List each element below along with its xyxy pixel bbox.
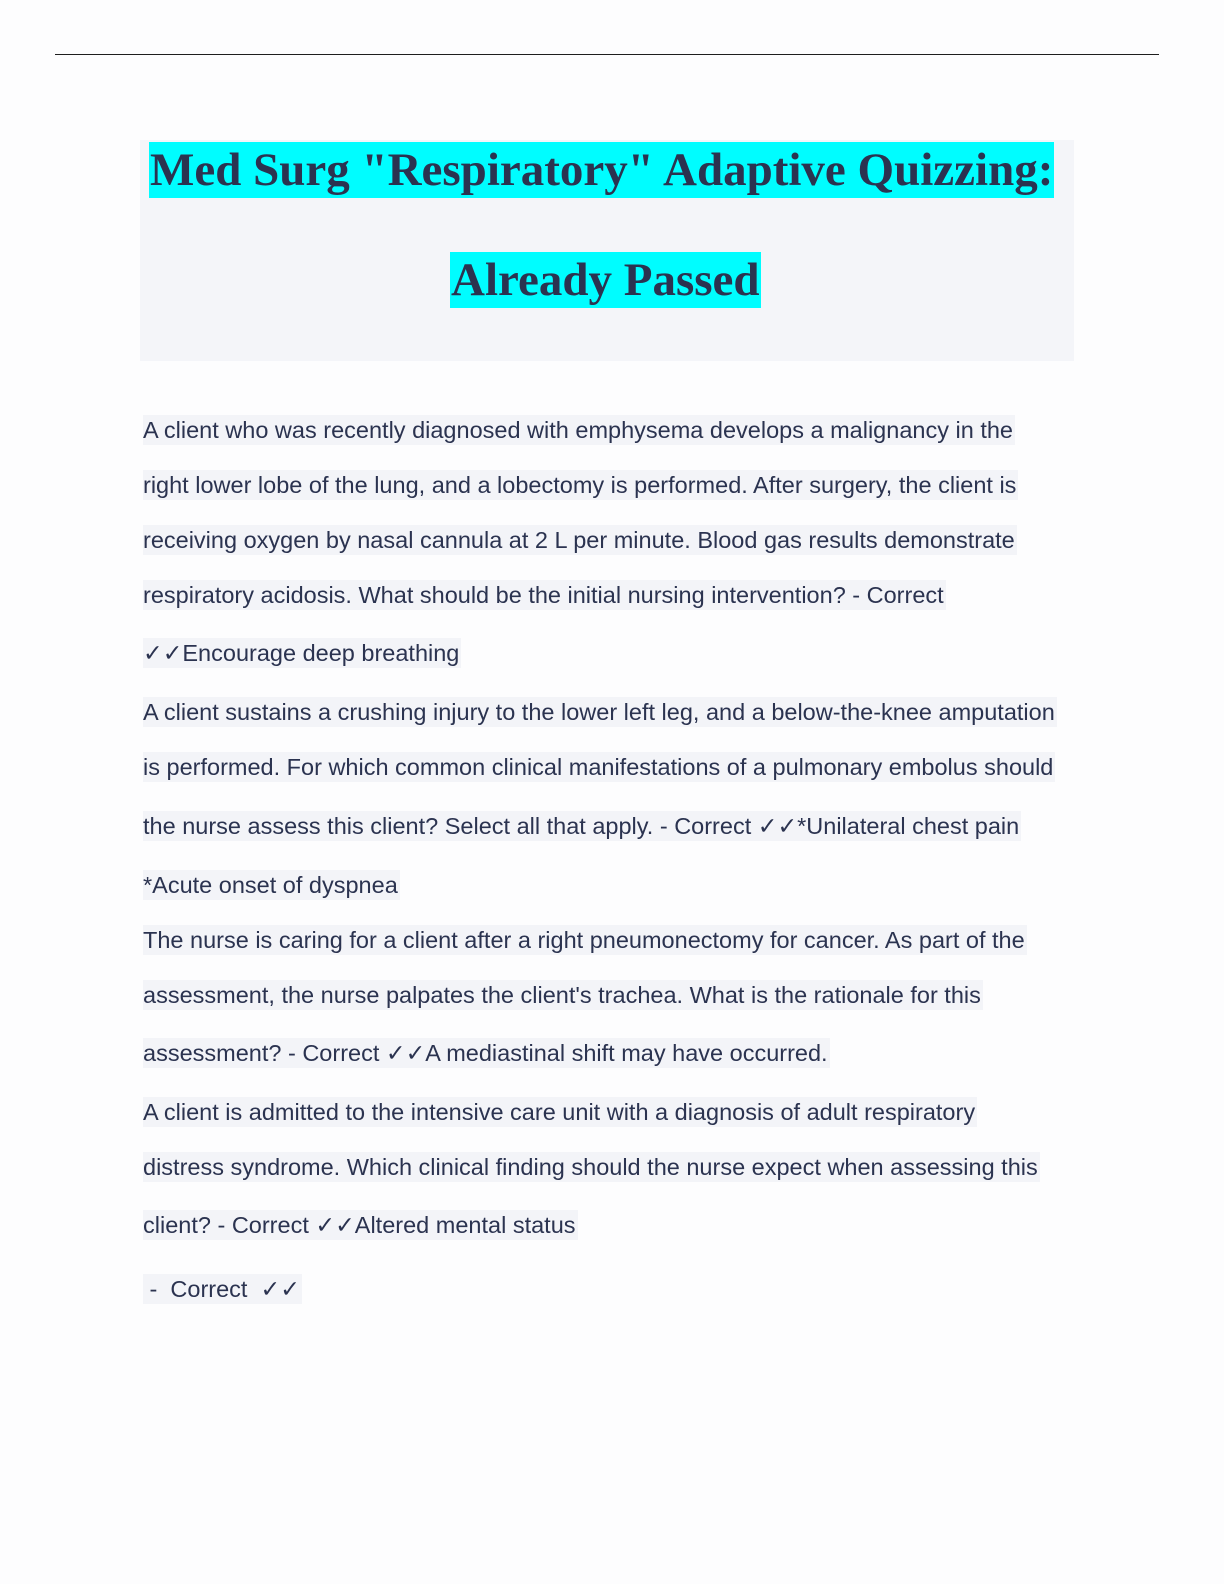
top-rule	[55, 54, 1159, 55]
question-4-line-2: distress syndrome. Which clinical finding should the nurse expect when assessing this	[143, 1154, 1038, 1180]
question-3-line-2: assessment, the nurse palpates the client's trachea. What is the rationale for this	[143, 982, 981, 1008]
question-1-answer: ✓✓Encourage deep breathing	[143, 640, 460, 666]
question-1-line-2: right lower lobe of the lung, and a lobectomy is performed. After surgery, the client is	[143, 472, 1017, 498]
question-1-line-1: A client who was recently diagnosed with emphysema develops a malignancy in the	[143, 417, 1013, 443]
page-title-line-2: Already Passed	[451, 254, 760, 306]
question-1-line-4: respiratory acidosis. What should be the initial nursing intervention? - Correct	[143, 582, 944, 608]
question-3-line-3: assessment? - Correct ✓✓A mediastinal shift may have occurred.	[143, 1040, 828, 1066]
question-3-line-1: The nurse is caring for a client after a right pneumonectomy for cancer. As part of the	[143, 927, 1025, 953]
question-4-line-1: A client is admitted to the intensive care unit with a diagnosis of adult respiratory	[143, 1099, 976, 1125]
question-4-line-3: client? - Correct ✓✓Altered mental status	[143, 1212, 576, 1238]
question-2-line-2: is performed. For which common clinical manifestations of a pulmonary embolus should	[143, 754, 1054, 780]
page-title-line-1: Med Surg "Respiratory" Adaptive Quizzing:	[150, 144, 1054, 196]
question-1-line-3: receiving oxygen by nasal cannula at 2 L per minute. Blood gas results demonstrate	[143, 527, 1015, 553]
trailing-answer-fragment: - Correct ✓✓	[143, 1276, 300, 1302]
question-2-answer: *Acute onset of dyspnea	[143, 872, 398, 898]
question-2-line-3: the nurse assess this client? Select all that apply. - Correct ✓✓*Unilateral chest pain	[143, 813, 1020, 839]
question-2-line-1: A client sustains a crushing injury to the lower left leg, and a below-the-knee amputation	[143, 699, 1055, 725]
